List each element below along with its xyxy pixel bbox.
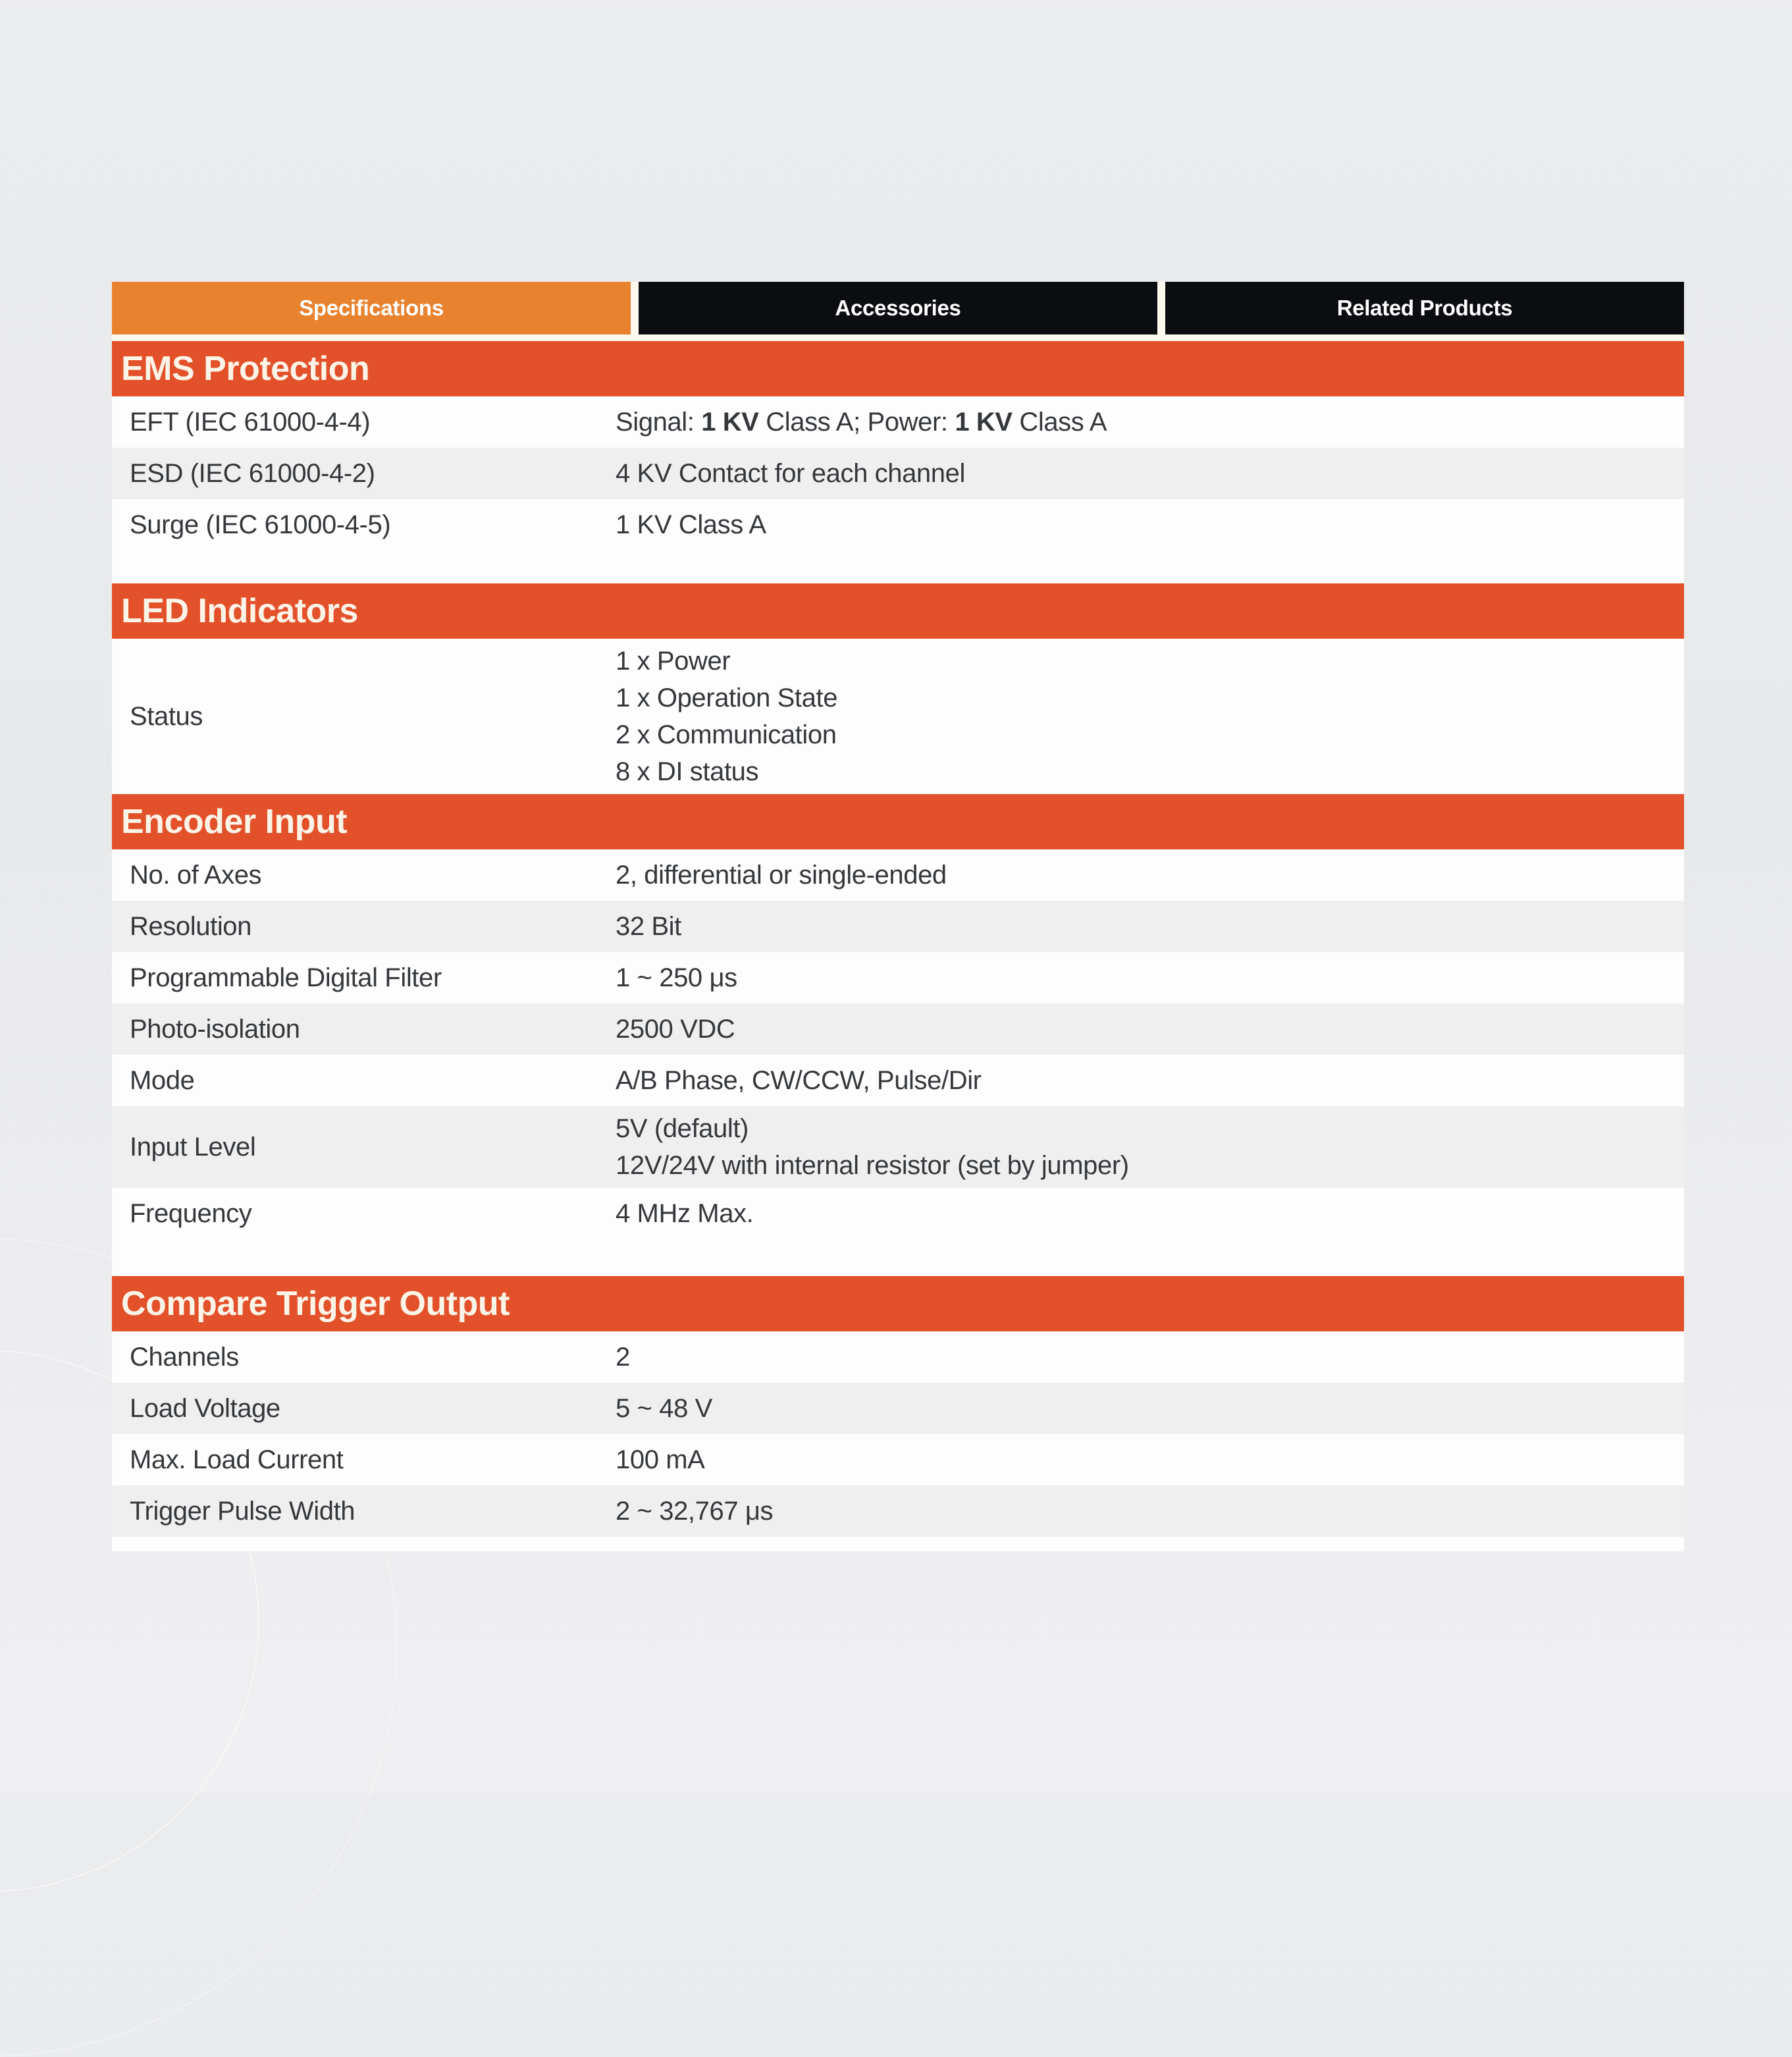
value-text: 5 ~ 48 V xyxy=(616,1394,712,1423)
value-line xyxy=(616,1339,1664,1376)
value-text: 1 x Power xyxy=(616,647,731,676)
spec-sections xyxy=(112,341,1684,1551)
section-led-indicators xyxy=(112,583,1684,794)
value-text: 2 ~ 32,767 μs xyxy=(616,1497,774,1526)
value-text: Class A; Power: xyxy=(758,408,955,437)
tab-accessories[interactable]: Accessories xyxy=(639,282,1157,334)
value-text: 1 ~ 250 μs xyxy=(616,963,737,992)
tab-related-products[interactable]: Related Products xyxy=(1165,282,1684,334)
spec-row xyxy=(112,1055,1684,1106)
row-label: Photo-isolation xyxy=(130,1014,300,1044)
tab-divider xyxy=(112,334,1684,341)
spec-row xyxy=(112,639,1684,794)
value-line xyxy=(616,643,1664,680)
row-value xyxy=(616,502,1684,547)
row-label: Surge (IEC 61000-4-5) xyxy=(130,510,391,539)
section-spacer xyxy=(112,1239,1684,1276)
value-text: 4 MHz Max. xyxy=(616,1199,754,1228)
value-line xyxy=(616,404,1664,441)
row-value xyxy=(616,1058,1684,1103)
row-label: Resolution xyxy=(130,911,252,941)
spec-row xyxy=(112,849,1684,901)
spec-row xyxy=(112,901,1684,952)
spec-row xyxy=(112,1331,1684,1383)
spec-table xyxy=(112,282,1684,1551)
row-value xyxy=(616,904,1684,949)
row-value xyxy=(616,451,1684,496)
row-value xyxy=(616,400,1684,444)
section-compare-trigger-output xyxy=(112,1276,1684,1551)
section-header xyxy=(112,794,1684,849)
row-value xyxy=(616,1191,1684,1236)
value-line xyxy=(616,1062,1664,1099)
spec-row xyxy=(112,1003,1684,1055)
row-label: Mode xyxy=(130,1065,195,1095)
section-ems-protection xyxy=(112,341,1684,583)
value-line xyxy=(616,506,1664,543)
value-line xyxy=(616,455,1664,492)
value-line xyxy=(616,716,1664,753)
value-line xyxy=(616,1110,1664,1147)
value-text-bold: 1 KV xyxy=(701,408,759,437)
row-value xyxy=(616,1335,1684,1379)
row-value xyxy=(616,1106,1684,1188)
value-text: 4 KV Contact for each channel xyxy=(616,459,965,488)
row-value xyxy=(616,1489,1684,1534)
value-text: 100 mA xyxy=(616,1445,705,1474)
section-title: EMS Protection xyxy=(121,350,370,388)
spec-row xyxy=(112,396,1684,448)
row-label: Channels xyxy=(130,1342,239,1372)
value-text-bold: 1 KV xyxy=(955,408,1013,437)
row-value xyxy=(616,955,1684,1000)
value-text: 1 x Operation State xyxy=(616,683,838,712)
value-text: Class A xyxy=(1012,408,1107,437)
value-text: A/B Phase, CW/CCW, Pulse/Dir xyxy=(616,1066,982,1095)
row-label: Trigger Pulse Width xyxy=(130,1496,356,1526)
spec-row xyxy=(112,499,1684,550)
value-line xyxy=(616,1195,1664,1232)
section-header xyxy=(112,583,1684,639)
tab-specifications[interactable]: Specifications xyxy=(112,282,631,334)
value-text: 5V (default) xyxy=(616,1114,749,1143)
value-text: 1 KV Class A xyxy=(616,510,766,539)
value-text: 2500 VDC xyxy=(616,1015,735,1044)
tab-bar xyxy=(112,282,1684,334)
row-label: Input Level xyxy=(130,1132,256,1162)
row-value xyxy=(616,1007,1684,1052)
section-spacer xyxy=(112,1537,1684,1551)
value-line xyxy=(616,1390,1664,1427)
row-label: Frequency xyxy=(130,1198,252,1228)
value-line xyxy=(616,1147,1664,1184)
section-title: Compare Trigger Output xyxy=(121,1285,510,1323)
value-text: 2 x Communication xyxy=(616,720,837,749)
value-line xyxy=(616,857,1664,894)
section-title: Encoder Input xyxy=(121,803,348,841)
value-text: 2 xyxy=(616,1343,630,1372)
row-label: Status xyxy=(130,701,203,731)
value-line xyxy=(616,1011,1664,1048)
value-line xyxy=(616,1493,1664,1530)
row-value xyxy=(616,1386,1684,1431)
row-label: Programmable Digital Filter xyxy=(130,963,442,992)
value-text: Signal: xyxy=(616,408,702,437)
spec-row xyxy=(112,1383,1684,1434)
row-label: Max. Load Current xyxy=(130,1445,344,1474)
value-line xyxy=(616,908,1664,945)
value-text: 2, differential or single-ended xyxy=(616,861,947,890)
row-value xyxy=(616,853,1684,897)
spec-row xyxy=(112,1188,1684,1239)
section-encoder-input xyxy=(112,794,1684,1276)
row-value xyxy=(616,1437,1684,1482)
row-label: Load Voltage xyxy=(130,1393,280,1423)
value-line xyxy=(616,1441,1664,1478)
section-title: LED Indicators xyxy=(121,592,358,630)
section-spacer xyxy=(112,550,1684,583)
row-label: No. of Axes xyxy=(130,860,262,890)
value-text: 8 x DI status xyxy=(616,757,759,786)
section-header xyxy=(112,341,1684,396)
spec-row xyxy=(112,952,1684,1003)
spec-row xyxy=(112,1485,1684,1537)
section-header xyxy=(112,1276,1684,1331)
spec-row xyxy=(112,448,1684,499)
value-text: 32 Bit xyxy=(616,912,681,941)
value-line xyxy=(616,959,1664,996)
value-line xyxy=(616,680,1664,716)
spec-row xyxy=(112,1106,1684,1188)
row-label: ESD (IEC 61000-4-2) xyxy=(130,458,375,488)
value-text: 12V/24V with internal resistor (set by jumper) xyxy=(616,1151,1129,1180)
row-label: EFT (IEC 61000-4-4) xyxy=(130,407,371,437)
row-value xyxy=(616,639,1684,794)
spec-row xyxy=(112,1434,1684,1485)
value-line xyxy=(616,753,1664,790)
